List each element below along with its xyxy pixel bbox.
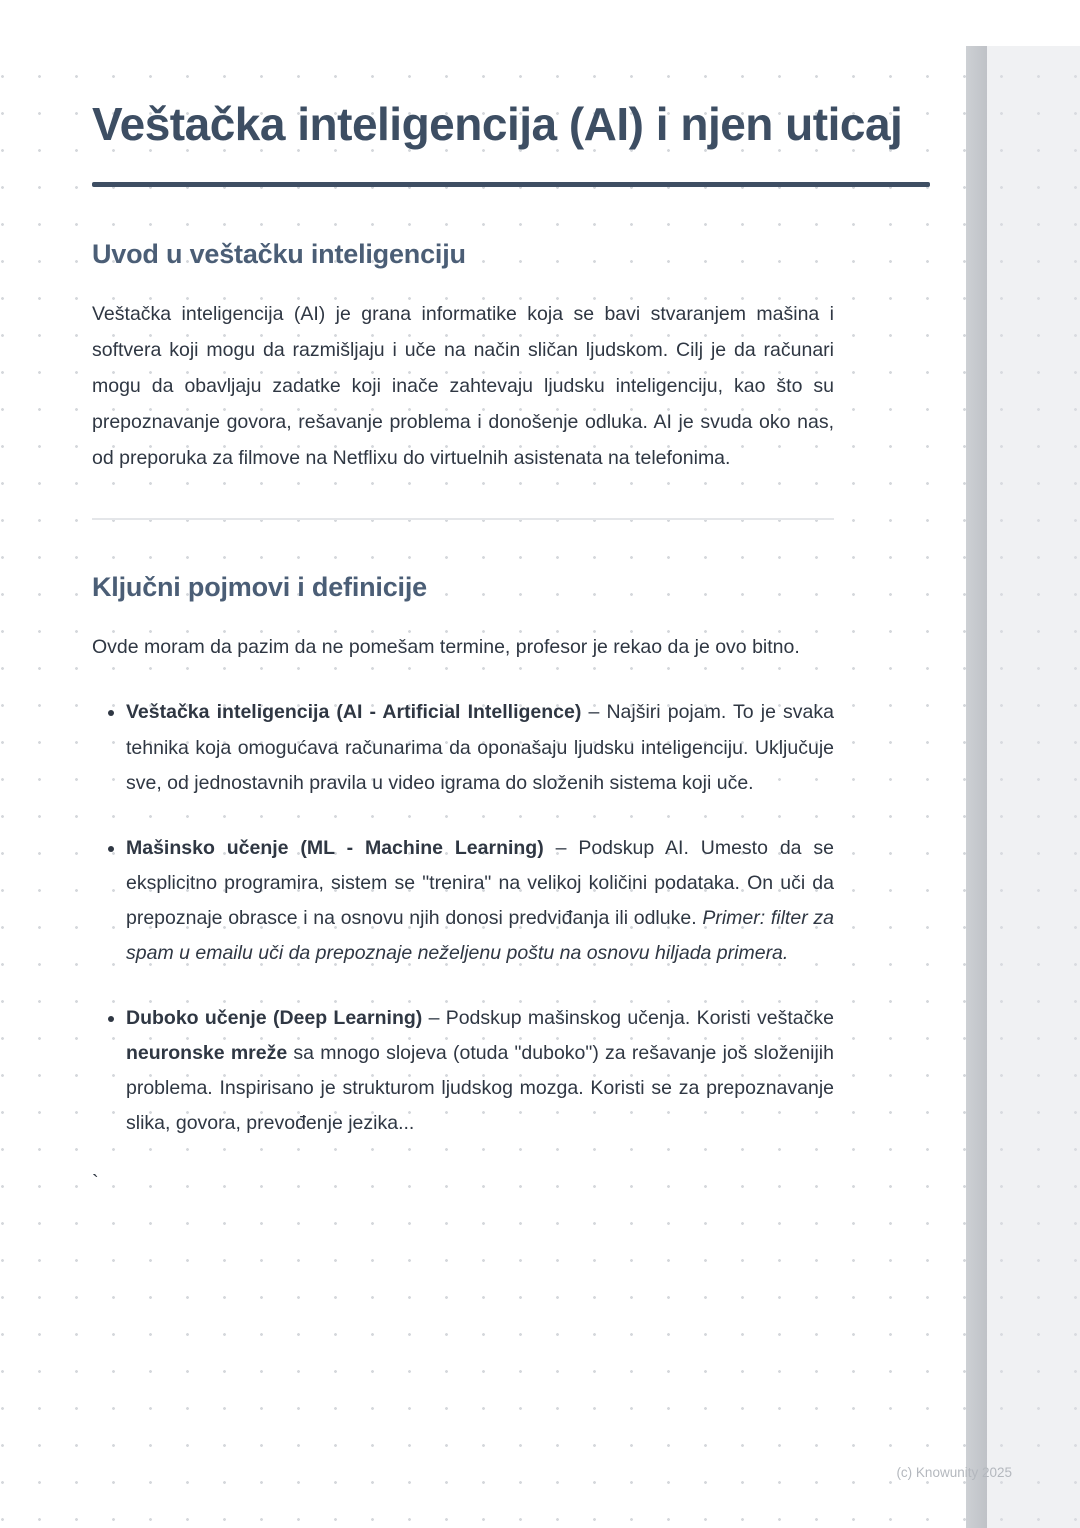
scrollbar-thumb[interactable]: [966, 46, 987, 1528]
section-heading-intro: Uvod u veštačku inteligenciju: [92, 239, 466, 270]
page-edge-strip: [987, 46, 1080, 1528]
intro-paragraph: Veštačka inteligencija (AI) je grana informatike koja se bavi stvaranjem mašina i softvera koji mogu da razmišljaju i uče na način sličan ljudskom. Cilj je da računari mogu da obavljaju zadatke koji inače zahtevaju ljudsku inteligenciju, kao što su prepoznavanje govora, rešavanje problema i donošenje odluka. AI je svuda oko nas, od preporuka za filmove na Netflixu do virtuelnih asistenata na telefonima.: [92, 303, 834, 470]
top-margin-band: [0, 0, 1080, 46]
list-item-ml: [126, 831, 834, 971]
copyright-footer: (c) Knowunity 2025: [896, 1465, 1012, 1480]
term-name-ai: Veštačka inteligencija (AI - Artificial Intelligence): [126, 701, 582, 724]
page-title: Veštačka inteligencija (AI) i njen uticaj: [92, 98, 903, 150]
note-content: [92, 96, 932, 1195]
term-emphasis-neural-networks: neuronske mreže: [126, 1042, 288, 1065]
list-item-dl: [126, 1001, 834, 1141]
definitions-list: [92, 695, 834, 1141]
term-example-ml: Primer: filter za spam u emailu uči da prepoznaje neželjenu poštu na osnovu hiljada primera.: [126, 906, 834, 965]
title-underline-rule: [92, 182, 930, 187]
term-definition-ml: – Podskup AI. Umesto da se eksplicitno programira, sistem se "trenira" na velikoj količini podataka. On uči da prepoznaje obrasce i na osnovu njih donosi predviđanja ili odluke.: [126, 836, 834, 929]
list-item-ai: [126, 695, 834, 800]
term-definition-ai: – Najširi pojam. To je svaka tehnika koja omogućava računarima da oponašaju ljudsku inteligenciju. Uključuje sve, od jednostavnih pravila u video igrama do složenih sistema koji uče.: [126, 701, 834, 794]
term-name-dl: Duboko učenje (Deep Learning): [126, 1007, 423, 1030]
term-definition-dl-part1: – Podskup mašinskog učenja. Koristi veštačke: [422, 1007, 834, 1030]
term-definition-dl-part2: sa mnogo slojeva (otuda "duboko") za rešavanje još složenijih problema. Inspirisano je strukturom ljudskog mozga. Koristi se za prepoznavanje slika, govora, prevođenje jezika...: [126, 1042, 834, 1135]
terms-intro-paragraph: Ovde moram da pazim da ne pomešam termine, profesor je rekao da je ovo bitno.: [92, 636, 800, 659]
section-heading-terms: Ključni pojmovi i definicije: [92, 572, 427, 603]
section-divider: [92, 518, 834, 520]
stray-backtick-char: `: [92, 1171, 99, 1194]
term-name-ml: Mašinsko učenje (ML - Machine Learning): [126, 836, 544, 859]
